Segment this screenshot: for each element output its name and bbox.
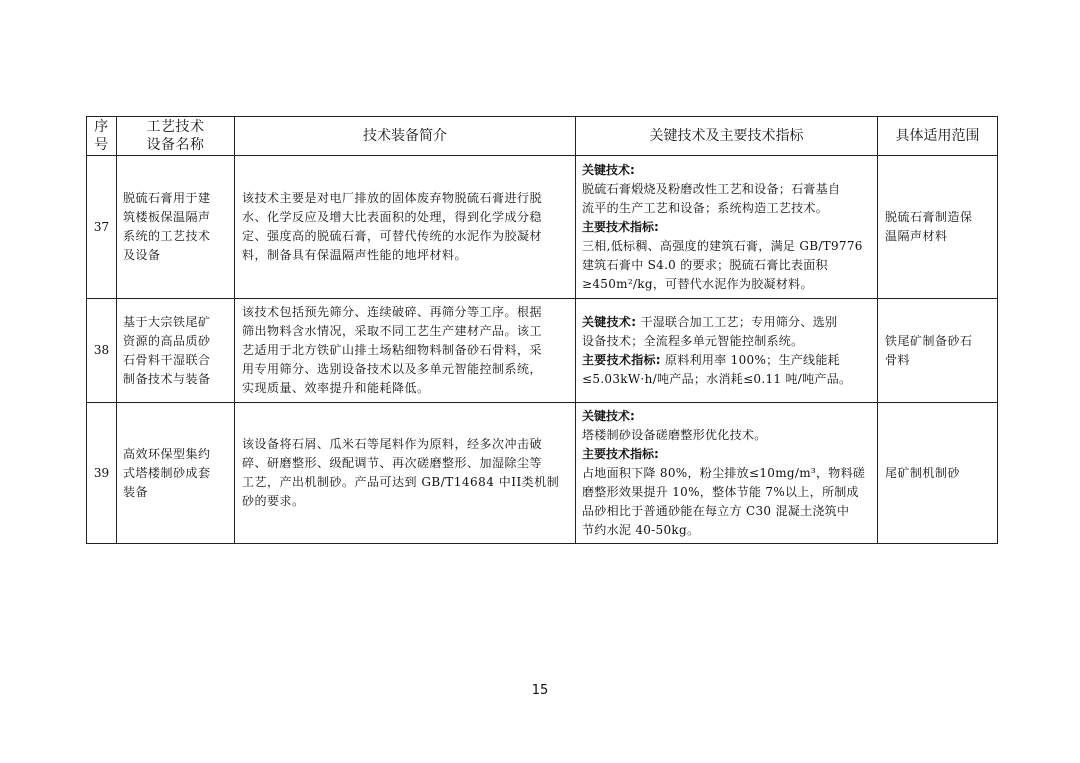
key-tech-text: 塔楼制砂设备磋磨整形优化技术。 xyxy=(582,427,767,442)
row-key xyxy=(576,403,878,544)
row-name: 脱硫石膏用于建 筑楼板保温隔声 系统的工艺技术 及设备 xyxy=(117,156,235,299)
row-key xyxy=(576,156,878,299)
key-tech-line: 关键技术: 干湿联合加工工艺；专用筛分、选别 设备技术；全流程多单元智能控制系统。 xyxy=(582,314,838,348)
row-name: 基于大宗铁尾矿 资源的高品质砂 石骨料干湿联合 制备技术与装备 xyxy=(117,299,235,403)
header-scope: 具体适用范围 xyxy=(878,117,998,156)
key-index-text: 占地面积下降 80%，粉尘排放≤10mg/m³，物料磋 磨整形效果提升 10%，整体节能 7%以上，所制成 品砂相比于普通砂能在每立方 C30 混凝土浇筑中 节约水泥 40-50kg。 xyxy=(582,465,866,537)
row-intro: 该技术包括预先筛分、连续破碎、再筛分等工序。根据 筛出物料含水情况，采取不同工艺生产建材产品。该工 艺适用于北方铁矿山排土场粘细物料制备砂石骨料，采 用专用筛分、选别设备技术以及多单元智能控制系统， 实现质量、效率提升和能耗降低。 xyxy=(235,299,576,403)
header-name: 工艺技术 设备名称 xyxy=(117,117,235,156)
row-name: 高效环保型集约 式塔楼制砂成套 装备 xyxy=(117,403,235,544)
row-intro: 该设备将石屑、瓜米石等尾料作为原料，经多次冲击破 碎、研磨整形、级配调节、再次磋磨整形、加湿除尘等 工艺，产出机制砂。产品可达到 GB/T14684 中II类机制 砂的要求。 xyxy=(235,403,576,544)
header-seq: 序 号 xyxy=(87,117,117,156)
header-intro: 技术装备简介 xyxy=(235,117,576,156)
table-row xyxy=(87,156,998,299)
table-row xyxy=(87,299,998,403)
row-intro: 该技术主要是对电厂排放的固体废弃物脱硫石膏进行脱 水、化学反应及增大比表面积的处理，得到化学成分稳 定、强度高的脱硫石膏，可替代传统的水泥作为胶凝材 料，制备具有保温隔声性能的地坪材料。 xyxy=(235,156,576,299)
key-tech-label: 关键技术: xyxy=(582,408,635,423)
row-seq: 39 xyxy=(87,403,117,544)
key-tech-label: 关键技术: xyxy=(582,162,635,177)
table-header-row xyxy=(87,117,998,156)
key-index-label: 主要技术指标: xyxy=(582,446,659,461)
page-number: 15 xyxy=(531,683,549,698)
row-key xyxy=(576,299,878,403)
key-index-text: 三相,低标稠、高强度的建筑石膏，满足 GB/T9776 建筑石膏中 S4.0 的要求；脱硫石膏比表面积 ≥450m²/kg，可替代水泥作为胶凝材料。 xyxy=(582,238,863,291)
row-scope: 脱硫石膏制造保 温隔声材料 xyxy=(878,156,998,299)
row-scope: 铁尾矿制备砂石 骨料 xyxy=(878,299,998,403)
key-index-label: 主要技术指标: xyxy=(582,219,659,234)
header-key: 关键技术及主要技术指标 xyxy=(576,117,878,156)
row-seq: 37 xyxy=(87,156,117,299)
row-scope: 尾矿制机制砂 xyxy=(878,403,998,544)
row-seq: 38 xyxy=(87,299,117,403)
key-tech-text: 脱硫石膏煅烧及粉磨改性工艺和设备；石膏基自 流平的生产工艺和设备；系统构造工艺技术。 xyxy=(582,181,841,215)
table-row xyxy=(87,403,998,544)
key-index-line: 主要技术指标: 原料利用率 100%；生产线能耗 ≤5.03kW·h/吨产品；水消耗≤0.11 吨/吨产品。 xyxy=(582,352,852,386)
process-equipment-table xyxy=(86,116,998,544)
